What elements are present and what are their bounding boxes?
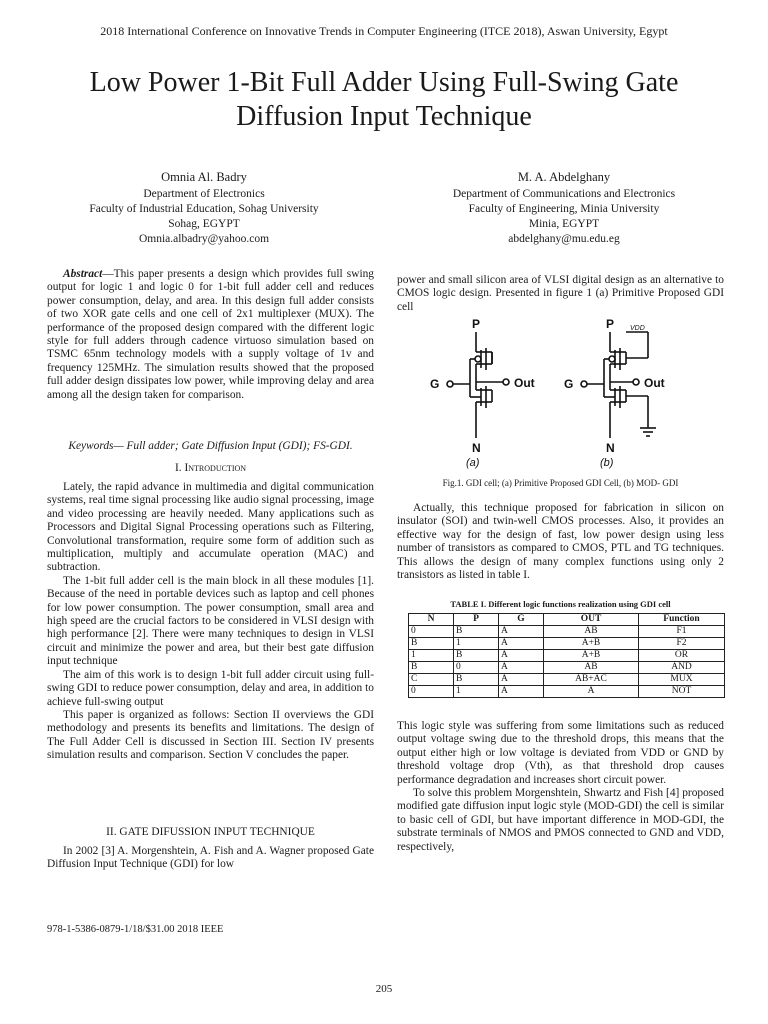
figure-caption: Fig.1. GDI cell; (a) Primitive Proposed GDI Cell, (b) MOD- GDI	[442, 478, 679, 488]
table-row	[409, 626, 725, 638]
paragraph: The aim of this work is to design 1-bit full adder circuit using full-swing GDI to reduce power consumption, delay and area, in addition to achieve full-swing output	[47, 668, 374, 708]
table-row	[409, 662, 725, 674]
vdd-label: VDD	[630, 325, 645, 332]
table-cell: 0	[409, 626, 454, 638]
paragraph: To solve this problem Morgenshtein, Shwartz and Fish [4] proposed modified gate diffusion input logic style (MOD-GDI) the cell is similar to basic cell of GDI, but have important difference in MOD-GDI, the substrate terminals of NMOS and PMOS connected to GND and VDD, respectively,	[397, 787, 724, 853]
gdi-cell-a	[430, 317, 535, 469]
author-block-1	[34, 170, 374, 247]
section-title: Introduction	[184, 462, 247, 474]
n-label: N	[606, 441, 615, 455]
author-name: M. A. Abdelghany	[517, 170, 611, 184]
table-cell: B	[409, 638, 454, 650]
keywords: Keywords— Full adder; Gate Diffusion Input (GDI); FS-GDI.	[68, 440, 353, 452]
author-name: Omnia Al. Badry	[161, 170, 247, 184]
table-cell: A	[499, 662, 544, 674]
out-label: Out	[514, 376, 535, 390]
abstract-dash: —	[102, 268, 114, 280]
table-cell: NOT	[639, 686, 725, 698]
p-label: P	[606, 317, 615, 331]
author-dept: Department of Electronics	[143, 188, 265, 200]
g-label: G	[430, 377, 440, 391]
table-cell: A̅B+AC	[544, 674, 639, 686]
caption-a: (a)	[466, 457, 480, 469]
gdi-cell-figure	[420, 312, 680, 472]
table-cell: 1	[454, 686, 499, 698]
table-cell: A̅B	[544, 626, 639, 638]
table-cell: F2	[639, 638, 725, 650]
paragraph: Lately, the rapid advance in multimedia and digital communication systems, real time signal processing like audio signal processing, image and video processing are heavily needed. Many applications such as Processors and Digital Signal Processing operations such as Filtering, Convolutional transformation, require some form of addition such as multiplication, multiply and accumulate operation (MAC) and subtraction.	[47, 481, 374, 574]
table-cell: F1	[639, 626, 725, 638]
introduction-body	[47, 481, 374, 763]
paragraph: This logic style was suffering from some limitations such as reduced output voltage swing due to the threshold drops, this means that the output either high or low voltage is deviated from VDD or GND by threshold voltage drop (Vth), as that threshold drop causes performance degradation and increases short circuit power.	[397, 720, 724, 786]
column-header: P	[454, 614, 499, 626]
table-cell: 0	[454, 662, 499, 674]
table-cell: B	[454, 626, 499, 638]
abstract	[47, 268, 374, 402]
table-row	[409, 650, 725, 662]
column-header: N	[409, 614, 454, 626]
gdi-body	[47, 845, 374, 872]
author-faculty: Faculty of Engineering, Minia University	[468, 203, 660, 215]
footer-isbn: 978-1-5386-0879-1/18/$31.00 2018 IEEE	[47, 924, 224, 935]
right-column-limitations	[397, 720, 724, 854]
caption-b: (b)	[600, 457, 614, 469]
table-cell: A	[499, 650, 544, 662]
section-heading-introduction	[47, 462, 374, 474]
column-header: G	[499, 614, 544, 626]
abstract-label: Abstract	[63, 268, 103, 280]
table-cell: A	[499, 638, 544, 650]
table-cell: A	[499, 686, 544, 698]
column-header: Function	[639, 614, 725, 626]
table-cell: AND	[639, 662, 725, 674]
table-cell: A̅	[544, 686, 639, 698]
right-column-intro	[397, 274, 724, 314]
table-cell: 1	[454, 638, 499, 650]
table-cell: MUX	[639, 674, 725, 686]
paragraph: This paper is organized as follows: Section II overviews the GDI methodology and presents its benefits and limitations. The design of The Full Adder Cell is discussed in Section III. Section IV presents simulation results and comparison. Section V concludes the paper.	[47, 708, 374, 762]
paragraph: power and small silicon area of VLSI digital design as an alternative to CMOS logic design. Presented in figure 1 (a) Primitive Proposed GDI cell	[397, 274, 724, 313]
author-location: Minia, EGYPT	[528, 218, 600, 230]
table-caption: TABLE I. Different logic functions realization using GDI cell	[450, 599, 671, 609]
section-heading-gdi: II. GATE DIFUSSION INPUT TECHNIQUE	[106, 826, 315, 838]
author-email: Omnia.albadry@yahoo.com	[138, 233, 270, 245]
table-cell: A̅+B	[544, 638, 639, 650]
table-cell: C	[409, 674, 454, 686]
table-cell: A	[499, 674, 544, 686]
table-cell: B	[409, 662, 454, 674]
table-cell: B	[454, 650, 499, 662]
author-faculty: Faculty of Industrial Education, Sohag University	[89, 203, 319, 215]
table-cell: 1	[409, 650, 454, 662]
column-header: OUT	[544, 614, 639, 626]
section-number: I.	[174, 462, 182, 474]
paragraph: In 2002 [3] A. Morgenshtein, A. Fish and A. Wagner proposed Gate Diffusion Input Technique (GDI) for low	[47, 845, 374, 871]
paper-title: Low Power 1-Bit Full Adder Using Full-Swing Gate Diffusion Input Technique	[89, 67, 679, 132]
table-cell: B	[454, 674, 499, 686]
table-row	[409, 638, 725, 650]
abstract-text: This paper presents a design which provides full swing output for logic 1 and logic 0 for 1-bit full adder cell and reduces power consumption, delay, and area. In this design full adder consists of two XOR gate cells and one cell of 2x1 multiplexer (MUX). The performance of the proposed design compared with the different logic style for full adders through cadence virtuoso simulation based on TSMC 65nm technology models with a supply voltage of 1v and frequency 125MHz. The simulation results showed that the proposed full adder design dissipates low power, while improving delay and area among all the design taken for comparison.	[47, 268, 374, 401]
table-cell: AB	[544, 662, 639, 674]
paragraph: Actually, this technique proposed for fabrication in silicon on insulator (SOI) and twin-well CMOS processes. Also, it provides an effective way for the design of fast, low power design using less number of transistors as compared to CMOS, PTL and TG techniques. This allows the design of many complex functions using only 2 transistors as listed in table I.	[397, 502, 724, 582]
author-location: Sohag, EGYPT	[168, 218, 240, 230]
paragraph: The 1-bit full adder cell is the main block in all these modules [1]. Because of the need in portable devices such as laptop and cell phones for low power consumption. The power consumption, small area and high speed are the crucial factors to be considered in VLSI design with high performance [2]. There were many techniques to design in VLSI circuit and minimize the power and area, but their best gate diffusion input technique	[47, 574, 374, 668]
conference-header: 2018 International Conference on Innovative Trends in Computer Engineering (ITCE 2018), Aswan University, Egypt	[100, 24, 668, 38]
p-label: P	[472, 317, 481, 331]
table-header-row	[409, 614, 725, 626]
table-cell: A+B	[544, 650, 639, 662]
n-label: N	[472, 441, 481, 455]
author-dept: Department of Communications and Electronics	[452, 188, 676, 200]
out-label: Out	[644, 376, 665, 390]
table-row	[409, 686, 725, 698]
table-row	[409, 674, 725, 686]
table-cell: A	[499, 626, 544, 638]
table-cell: OR	[639, 650, 725, 662]
author-block-2	[394, 170, 734, 247]
gdi-functions-table	[408, 613, 725, 698]
table-cell: 0	[409, 686, 454, 698]
g-label: G	[564, 377, 574, 391]
gdi-cell-b	[564, 317, 665, 469]
author-email: abdelghany@mu.edu.eg	[508, 233, 620, 245]
page-number: 205	[375, 983, 393, 995]
right-column-gdi	[397, 502, 724, 582]
